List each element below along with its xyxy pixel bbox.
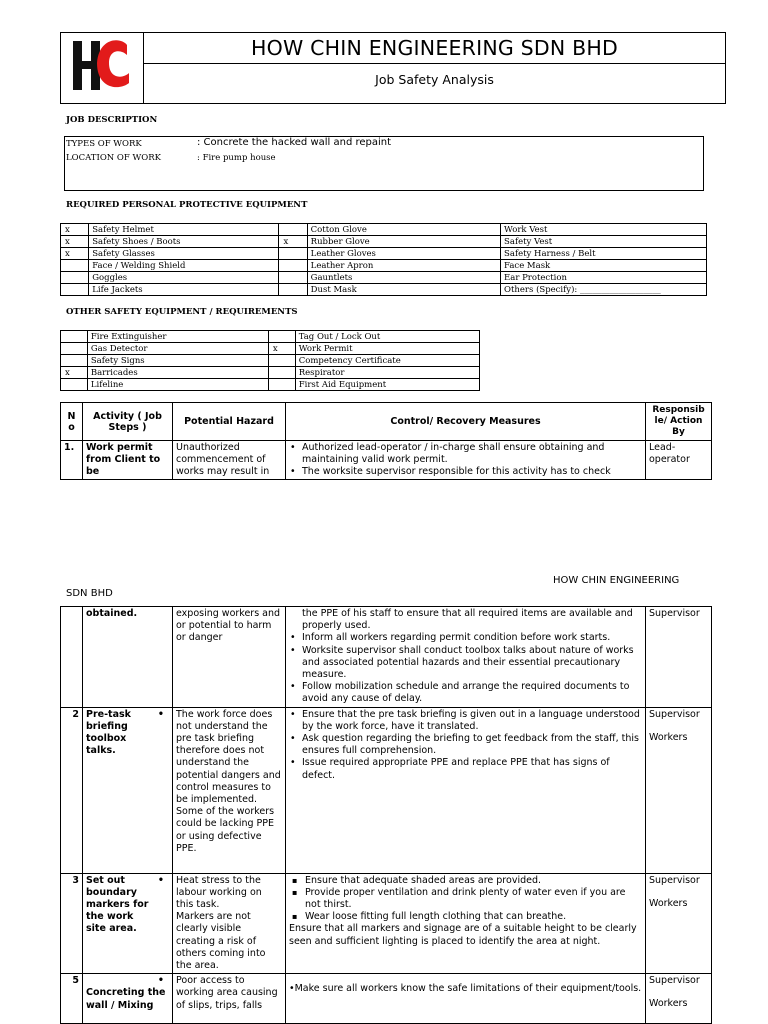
row-no (61, 607, 83, 708)
other-check-cell (61, 343, 88, 355)
control-item: • Ask question regarding the briefing to get feedback from the staff, this ensures full comprehension. (289, 733, 642, 757)
hazard-item: Heat stress to the labour working on this task. (176, 874, 262, 911)
ppe-item-cell: Safety Helmet (89, 224, 279, 236)
ppe-check-cell (61, 260, 89, 272)
control-item: ▪ Ensure that adequate shaded areas are provided. (289, 875, 642, 887)
jsa-table-page1 (60, 402, 712, 480)
col-no-header: N o (61, 403, 83, 441)
other-item-cell: Work Permit (295, 343, 479, 355)
other-check-cell (61, 379, 88, 391)
row-no: 3 (61, 873, 83, 974)
other-check-cell (268, 379, 295, 391)
other-item-cell: Safety Signs (87, 355, 268, 367)
row-hazard: Unauthorized commencement of works may result in (173, 441, 286, 480)
row-hazard: Poor access to working area causing of slips, trips, falls (173, 974, 286, 1024)
ppe-row (61, 284, 707, 296)
row-no: 5 (61, 974, 83, 1024)
other-item-cell: Tag Out / Lock Out (295, 331, 479, 343)
hc-logo-icon (61, 33, 143, 103)
ppe-item-cell: Others (Specify): ___________________ (501, 284, 707, 296)
ppe-check-cell (61, 284, 89, 296)
ppe-item-cell: Safety Glasses (89, 248, 279, 260)
row-hazard (173, 873, 286, 974)
document-title: Job Safety Analysis (375, 72, 494, 87)
ppe-row (61, 260, 707, 272)
ppe-item-cell: Rubber Glove (307, 236, 500, 248)
row-resp: Supervisor Workers (646, 974, 712, 1024)
ppe-check-cell (279, 260, 307, 272)
row-activity: Pre-task briefing toolbox talks. • (83, 707, 173, 873)
types-of-work-value: : Concrete the hacked wall and repaint (197, 137, 392, 148)
ppe-item-cell: Face Mask (501, 260, 707, 272)
company-name: HOW CHIN ENGINEERING SDN BHD (144, 33, 725, 64)
ppe-row (61, 224, 707, 236)
ppe-heading: REQUIRED PERSONAL PROTECTIVE EQUIPMENT (66, 200, 308, 210)
row-activity: Set out boundary markers for the work site area. • (83, 873, 173, 974)
ppe-item-cell: Life Jackets (89, 284, 279, 296)
jsa-header-row (61, 403, 712, 441)
ppe-item-cell: Safety Vest (501, 236, 707, 248)
types-of-work-label: TYPES OF WORK (66, 139, 142, 149)
control-tail: •Make sure all workers know the safe limitations of their equipment/tools. (289, 983, 642, 995)
control-item: ▪ Wear loose fitting full length clothing that can breathe. (289, 911, 642, 923)
ppe-table (60, 223, 707, 296)
table-row (61, 607, 712, 708)
page-header-company-cont: SDN BHD (66, 588, 113, 599)
col-control-header: Control/ Recovery Measures (286, 403, 646, 441)
row-activity: • Concreting the wall / Mixing (83, 974, 173, 1024)
row-resp: Lead-operator (646, 441, 712, 480)
ppe-row (61, 272, 707, 284)
table-row (61, 873, 712, 974)
ppe-item-cell: Safety Shoes / Boots (89, 236, 279, 248)
table-row (61, 974, 712, 1024)
company-logo (61, 33, 144, 103)
row-activity: Work permit from Client to be (83, 441, 173, 480)
col-resp-header: Responsib le/ Action By (646, 403, 712, 441)
ppe-check-cell: x (61, 224, 89, 236)
row-resp: Supervisor Workers (646, 873, 712, 974)
control-item: • Ensure that the pre task briefing is given out in a language understood by the work force, have it translated. (289, 709, 642, 733)
other-check-cell: x (268, 343, 295, 355)
other-item-cell: Gas Detector (87, 343, 268, 355)
other-check-cell (61, 355, 88, 367)
other-row (61, 343, 480, 355)
other-check-cell (268, 331, 295, 343)
other-item-cell: Barricades (87, 367, 268, 379)
other-check-cell (268, 367, 295, 379)
row-controls (286, 441, 646, 480)
row-no: 2 (61, 707, 83, 873)
row-resp: Supervisor (646, 607, 712, 708)
col-activity-header: Activity ( Job Steps ) (83, 403, 173, 441)
row-controls (286, 607, 646, 708)
row-resp: Supervisor Workers (646, 707, 712, 873)
row-controls (286, 873, 646, 974)
hazard-item: Markers are not clearly visible creating a risk of others coming into the area. (176, 911, 266, 972)
other-row (61, 355, 480, 367)
control-item: • Inform all workers regarding permit condition before work starts. (289, 632, 642, 644)
row-hazard: The work force does not understand the pre task briefing therefore does not understand the potential dangers and control measures to be implemented. Some of the workers could be lacking PPE or using defective PPE. (173, 707, 286, 873)
ppe-check-cell (279, 248, 307, 260)
other-equipment-table (60, 330, 480, 391)
ppe-row (61, 248, 707, 260)
control-item: • Authorized lead-operator / in-charge shall ensure obtaining and maintaining valid work permit. (289, 442, 642, 466)
ppe-item-cell: Ear Protection (501, 272, 707, 284)
other-check-cell (61, 331, 88, 343)
control-tail: Ensure that all markers and signage are of a suitable height to be clearly seen and sufficient lighting is placed to identify the area at night. (289, 923, 637, 947)
ppe-item-cell: Leather Apron (307, 260, 500, 272)
ppe-item-cell: Safety Harness / Belt (501, 248, 707, 260)
location-label: LOCATION OF WORK (66, 153, 161, 163)
other-equipment-heading: OTHER SAFETY EQUIPMENT / REQUIREMENTS (66, 307, 298, 317)
ppe-check-cell (61, 272, 89, 284)
other-item-cell: Lifeline (87, 379, 268, 391)
row-hazard: exposing workers and or potential to harm or danger (173, 607, 286, 708)
control-item: • Follow mobilization schedule and arrange the required documents to avoid any cause of delay. (289, 681, 642, 705)
other-item-cell: Fire Extinguisher (87, 331, 268, 343)
other-row (61, 331, 480, 343)
other-check-cell (268, 355, 295, 367)
ppe-check-cell (279, 224, 307, 236)
other-item-cell: Competency Certificate (295, 355, 479, 367)
other-check-cell: x (61, 367, 88, 379)
ppe-item-cell: Face / Welding Shield (89, 260, 279, 272)
document-header (60, 32, 726, 104)
job-description-box (64, 136, 704, 191)
ppe-item-cell: Dust Mask (307, 284, 500, 296)
ppe-check-cell: x (61, 236, 89, 248)
ppe-item-cell: Work Vest (501, 224, 707, 236)
control-item: • Worksite supervisor shall conduct toolbox talks about nature of works and associated potential hazards and their essential precautionary measure. (289, 645, 642, 682)
other-item-cell: Respirator (295, 367, 479, 379)
table-row (61, 707, 712, 873)
control-item: ▪ Provide proper ventilation and drink plenty of water even if you are not thirst. (289, 887, 642, 911)
page-header-company: HOW CHIN ENGINEERING (553, 575, 680, 586)
col-hazard-header: Potential Hazard (173, 403, 286, 441)
ppe-item-cell: Leather Gloves (307, 248, 500, 260)
job-description-heading: JOB DESCRIPTION (66, 115, 158, 125)
ppe-row (61, 236, 707, 248)
row-no: 1. (61, 441, 83, 480)
other-row (61, 367, 480, 379)
control-continued: the PPE of his staff to ensure that all required items are available and properly used. (302, 608, 633, 632)
ppe-check-cell (279, 272, 307, 284)
ppe-item-cell: Goggles (89, 272, 279, 284)
other-row (61, 379, 480, 391)
row-activity: obtained. (83, 607, 173, 708)
ppe-check-cell (279, 284, 307, 296)
table-row (61, 441, 712, 480)
row-controls (286, 974, 646, 1024)
control-item: • The worksite supervisor responsible for this activity has to check (289, 466, 642, 478)
row-controls (286, 707, 646, 873)
jsa-table-page2 (60, 606, 712, 1024)
location-value: : Fire pump house (197, 153, 276, 163)
ppe-check-cell: x (61, 248, 89, 260)
ppe-check-cell: x (279, 236, 307, 248)
control-item: • Issue required appropriate PPE and replace PPE that has signs of defect. (289, 757, 642, 781)
ppe-item-cell: Cotton Glove (307, 224, 500, 236)
ppe-item-cell: Gauntlets (307, 272, 500, 284)
other-item-cell: First Aid Equipment (295, 379, 479, 391)
